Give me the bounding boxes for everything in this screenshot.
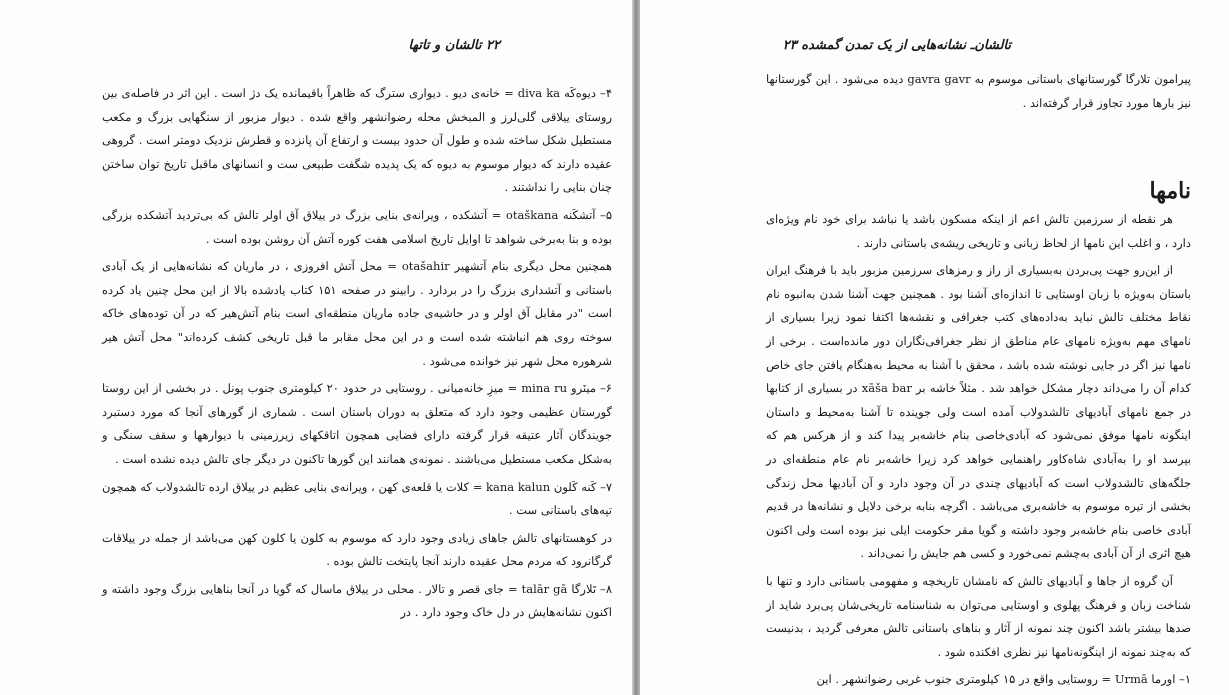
left-text-block xyxy=(102,82,612,629)
paragraph: ۸– تَلارگا talār gā = جای قصر و تالار . محلی در ییلاق ماسال که گویا در آنجا بناهایی بزرگ وجود داشته و اکنون نشانه‌هایش در دل خاک وجود دارد . در xyxy=(102,581,612,620)
paragraph: از این‌رو جهت پی‌بردن به‌بسیاری از راز و رمزهای سرزمین مزبور باید با فرهنگ ایران باستان به‌ویژه با زبان اوستایی تا اندازه‌ای آشنا بود . همچنین جهت آشنا شدن به‌انبوه نام نقاط مختلف تالش نباید به‌داده‌های کتب جغرافی و نقشه‌ها اکتفا نمود زیرا بسیاری از نامهای مهم به‌ویژه نامهای عام مناطق از نظر جغرافی‌نگاران دور مانده‌است . برخی از نامها نیز اگر در جایی نوشته شده باشد ، محقق با آشنا به محیط به‌هنگام یافتن جای خاص کدام آن را می‌داند دچار مشکل خواهد شد . مثلاً خاشه بر xāša bar در بسیاری از کتابها در جمع نامهای آبادیهای تالشدولاب آمده است ولی جوینده تا آشنا به‌محیط و داستان اینگونه نامها موفق نمی‌شود که آبادی‌خاصی بنام خاشه‌بر پیدا کند و از هرکس هم که بپرسد او را به‌آبادی شاه‌کاور راهنمایی خواهد کرد زیرا خاشه‌بر نام عام منطقه‌ای در جلگه‌های تالشدولاب است که آبادیهای چندی در آن وجود دارد و آن آبادیها محل زندگی بخشی از تیره موسوم به خاشه‌بری می‌باشد . اگرچه بنابه برخی دلایل و نشانه‌ها در قدیم آبادی خاصی بنام خاشه‌بر وجود داشته و گویا مقر حکومت ایلی نیز بوده است ولی اکنون هیچ اثری از آن آبادی به‌چشم نمی‌خورد و کسی هم جایش را نمی‌داند . xyxy=(766,263,1191,561)
section-title: نامها xyxy=(1149,178,1191,204)
paragraph: آن گروه از جاها و آبادیهای تالش که نامشان تاریخچه و مفهومی باستانی دارد و تنها با شناخت زبان و فرهنگ پهلوی و اوستایی می‌توان به شناسنامه تاریخی‌شان پی‌برد شاید از صدها بیشتر باشد اکنون چند نمونه از آثار و بناهای باستانی تالش معرفی گردید ، بدنیست که به‌چند نمونه از اینگونه‌نامها نیز نظری افکنده شود . xyxy=(766,573,1191,659)
paragraph: همچنین محل دیگری بنام آتشهیر otašahir = محل آتش افروزی ، در ماریان که نشانه‌هایی از یک آبادی باستانی و آتشداری بزرگ را در بردارد . رابینو در صفحه ۱۵۱ کتاب یادشده بالا از این محل چنین یاد کرده است "در مقابل آق اولر و در حاشیه‌ی جاده ماریان منطقه‌ای است بنام آتش‌هیر که در آن توده‌های خاکه سوخته روی هم انباشته شده است و در این محل مقابر ما قبل تاریخی کشف کرده‌اند" محل آتش هیر شرهوره محل شهر نیز خوانده می‌شود . xyxy=(102,259,612,368)
paragraph: ۶– مینَرو mina ru = میزِ خانه‌میانی . روستایی در حدود ۲۰ کیلومتری جنوب پونل . در بخشی از این روستا گورستان عظیمی وجود دارد که متعلق به دوران باستان است . شماری از گورهای آنجا که مورد دستبرد جویندگان آثار عتیقه قرار گرفته دارای فضایی همچون اتاقکهای زیرزمینی با دیوارهها و سقف سنگی و به‌شکل مکعب مستطیل می‌باشند . نمونه‌ی همانند این گورها تاکنون در دیگر جای تالش دیده نشده است . xyxy=(102,381,612,466)
paragraph: هر نقطه از سرزمین تالش اعم از اینکه مسکون باشد یا نباشد برای خود نام ویژه‌ای دارد ، و اغلب این نامها از لحاظ زبانی و تاریخی ریشه‌ی باستانی دارند . xyxy=(766,212,1191,250)
right-top-text xyxy=(766,68,1191,119)
right-main-text xyxy=(766,208,1191,695)
paragraph: ۱– اورما Urmā = روستایی واقع در ۱۵ کیلومتری جنوب غربی رضوانشهر . این xyxy=(816,672,1191,687)
paragraph: ۵– آتشکَنه otaškana = آتشکده ، ویرانه‌ی بنایی بزرگ در ییلاق آق اولر تالش که بی‌تردید آتشکده بزرگی بوده و بنا به‌برخی شواهد تا اوایل تاریخ اسلامی هفت کوره آتش آن روشن بوده است . xyxy=(102,207,612,246)
paragraph: در کوهستانهای تالش جاهای زیادی وجود دارد که موسوم به کلون یا کلون کهن می‌باشد از جمله در ییلاقات گرگانرود که مردم محل عقیده دارند آنجا پایتخت تالش بوده . xyxy=(102,530,612,569)
book-gutter xyxy=(632,0,640,695)
paragraph: ۷– کَنه کَلون kana kalun = کلات یا قلعه‌ی کهن ، ویرانه‌ی بنایی عظیم در ییلاق ارده تالشدولاب که همچون تپه‌های باستانی ست . xyxy=(102,479,613,518)
paragraph: پیرامون تلارگا گورستانهای باستانی موسوم به gavra gavr دیده می‌شود . این گورستانها نیز بارها مورد تجاوز قرار گرفته‌اند . xyxy=(766,72,1192,110)
paragraph: ۴– دیوه‌کَه diva ka = خانه‌ی دیو . دیواری سترگ که ظاهراً باقیمانده یک دژ است . این اثر در فاصله‌ی بین روستای ییلاقی گلی‌لرز و المبخش محله رضوانشهر واقع شده . دیوار مزبور از سنگهایی بزرگ و مکعب مستطیل شکل ساخته شده و طول آن حدود بیست و ارتفاع آن پانزده و قطرش نزدیک دومتر است . گروهی عقیده دارند که دیوار موسوم به دیوه که یک پدیده شگفت طبیعی ست و انسانهای ماقبل تاریخ توان ساختن چنان بنایی را نداشتند . xyxy=(102,86,612,195)
right-page xyxy=(640,0,1229,695)
right-running-head: تالشان‌ـ نشانه‌هایی از یک تمدن گمشده ۲۳ xyxy=(782,38,1011,53)
left-running-head: ۲۲ تالشان و تاتها xyxy=(408,38,500,53)
